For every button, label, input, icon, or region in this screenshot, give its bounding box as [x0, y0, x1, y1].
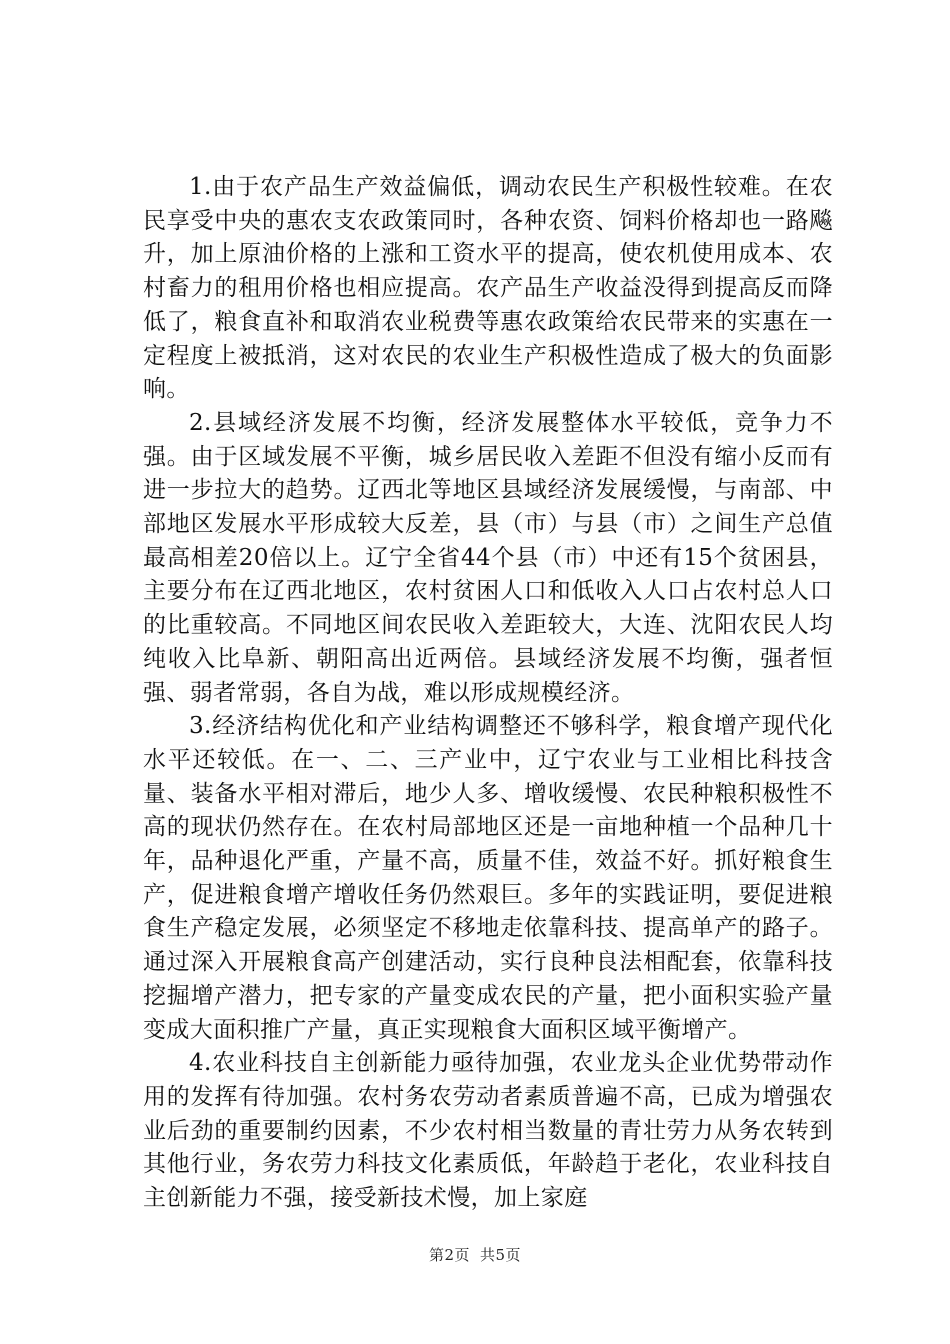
page-footer — [0, 1244, 950, 1265]
page-number: 第2页 — [428, 1246, 470, 1264]
paragraph-1: 1.由于农产品生产效益偏低，调动农民生产积极性较难。在农民享受中央的惠农支农政策同时，各种农资、饲料价格却也一路飚升，加上原油价格的上涨和工资水平的提高，使农机使用成本、农村畜力的租用价格也相应提高。农产品生产收益没得到提高反而降低了，粮食直补和取消农业税费等惠农政策给农民带来的实惠在一定程度上被抵消，这对农民的农业生产积极性造成了极大的负面影响。 — [143, 174, 833, 403]
paragraph-2: 2.县域经济发展不均衡，经济发展整体水平较低，竞争力不强。由于区域发展不平衡，城乡居民收入差距不但没有缩小反而有进一步拉大的趋势。辽西北等地区县域经济发展缓慢，与南部、中部地区发展水平形成较大反差，县（市）与县（市）之间生产总值最高相差20倍以上。辽宁全省44个县（市）中还有15个贫困县，主要分布在辽西北地区，农村贫困人口和低收入人口占农村总人口的比重较高。不同地区间农民收入差距较大，大连、沈阳农民人均纯收入比阜新、朝阳高出近两倍。县域经济发展不均衡，强者恒强、弱者常弱，各自为战，难以形成规模经济。 — [143, 409, 833, 706]
document-body — [143, 171, 833, 1216]
paragraph-4: 4.农业科技自主创新能力亟待加强，农业龙头企业优势带动作用的发挥有待加强。农村务农劳动者素质普遍不高，已成为增强农业后劲的重要制约因素，不少农村相当数量的青壮劳力从务农转到其他行业，务农劳力科技文化素质低，年龄趋于老化，农业科技自主创新能力不强，接受新技术慢，加上家庭 — [143, 1050, 833, 1212]
total-pages: 共5页 — [480, 1246, 522, 1264]
paragraph-3: 3.经济结构优化和产业结构调整还不够科学，粮食增产现代化水平还较低。在一、二、三产业中，辽宁农业与工业相比科技含量、装备水平相对滞后，地少人多、增收缓慢、农民种粮积极性不高的现状仍然存在。在农村局部地区还是一亩地种植一个品种几十年，品种退化严重，产量不高，质量不佳，效益不好。抓好粮食生产，促进粮食增产增收任务仍然艰巨。多年的实践证明，要促进粮食生产稳定发展，必须坚定不移地走依靠科技、提高单产的路子。通过深入开展粮食高产创建活动，实行良种良法相配套，依靠科技挖掘增产潜力，把专家的产量变成农民的产量，把小面积实验产量变成大面积推广产量，真正实现粮食大面积区域平衡增产。 — [143, 713, 833, 1043]
